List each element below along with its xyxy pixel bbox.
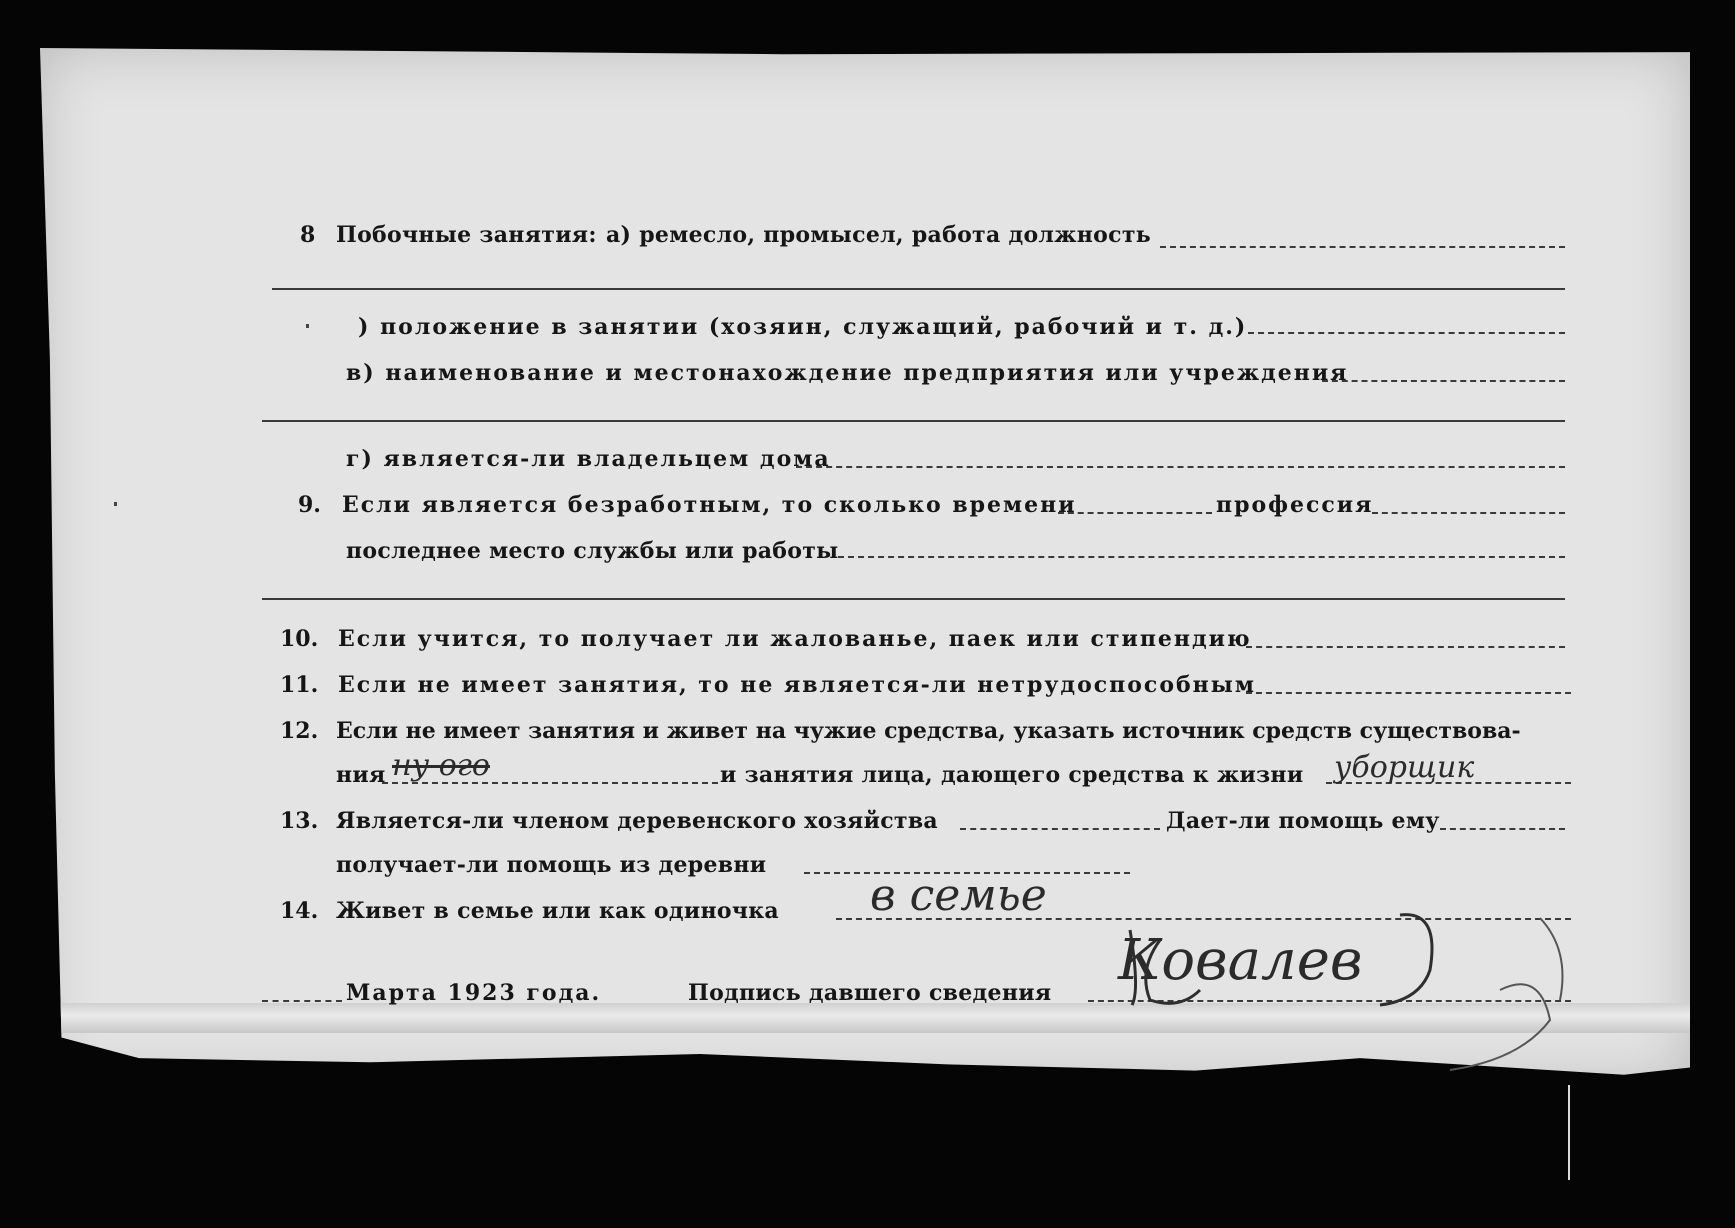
q8-b-line (1248, 332, 1565, 334)
q11-text: Если не имеет занятия, то не является-ли нетрудоспособным (338, 672, 1256, 698)
signature-label: Подпись давшего сведения (688, 980, 1052, 1006)
q8-v-line (1322, 380, 1565, 382)
q8-a-text: а) ремесло, промысел, работа должность (606, 222, 1151, 248)
q14-handwriting: в семье (870, 870, 1047, 921)
q10-text: Если учится, то получает ли жалованье, паек или стипендию (338, 626, 1252, 652)
q8-intro: Побочные занятия: (336, 222, 597, 248)
q12-continuation-b: и занятия лица, дающего средства к жизни (720, 762, 1304, 788)
paper-mark (306, 324, 309, 328)
signature-handwriting: Ковалев (1118, 928, 1363, 993)
q11-line (1246, 692, 1571, 694)
q12-occupation-handwriting: уборщик (1334, 750, 1475, 785)
footer-date: Марта 1923 года. (346, 980, 602, 1006)
q13-member-line (960, 828, 1160, 830)
q13-help-line (1440, 828, 1565, 830)
q9-profession-label: профессия (1216, 492, 1374, 518)
q8-g-text: г) является-ли владельцем дома (346, 446, 831, 472)
q9-text: Если является безработным, то сколько времени (342, 492, 1077, 518)
q9-last-place: последнее место службы или работы (346, 538, 839, 564)
q13-number: 13. (280, 808, 319, 834)
paper-mark (114, 502, 117, 506)
q8-v-text: в) наименование и местонахождение предприятия или учреждения (346, 360, 1349, 386)
q8-a-continuation-line (272, 288, 1565, 290)
q13-help-label: Дает-ли помощь ему (1166, 808, 1440, 834)
q8-g-line (796, 466, 1565, 468)
q13-text: Является-ли членом деревенского хозяйства (336, 808, 938, 834)
q13-receives: получает-ли помощь из деревни (336, 852, 767, 878)
q14-text: Живет в семье или как одиночка (336, 898, 779, 924)
q11-number: 11. (280, 672, 319, 698)
q9-number: 9. (298, 492, 321, 518)
q12-source-handwriting: ну ого (392, 748, 490, 783)
q8-a-line (1160, 246, 1565, 248)
q9-time-line (1058, 512, 1212, 514)
q12-text: Если не имеет занятия и живет на чужие средства, указать источник средств существова- (336, 718, 1521, 744)
q12-number: 12. (280, 718, 319, 744)
q10-number: 10. (280, 626, 319, 652)
q9-profession-line (1372, 512, 1565, 514)
q8-b-text: ) положение в занятии (хозяин, служащий, рабочий и т. д.) (358, 314, 1248, 340)
q9-last-line (838, 556, 1565, 558)
q8-number: 8 (300, 222, 316, 248)
date-day-line (262, 1000, 342, 1002)
q10-line (1246, 646, 1565, 648)
q12-continuation-a: ния (336, 762, 386, 788)
signature-flourish (1120, 910, 1600, 1080)
q9-continuation-line (262, 598, 1565, 600)
q8-v-continuation-line (262, 420, 1565, 422)
q14-number: 14. (280, 898, 319, 924)
paper-edge-mark (1568, 1085, 1570, 1180)
